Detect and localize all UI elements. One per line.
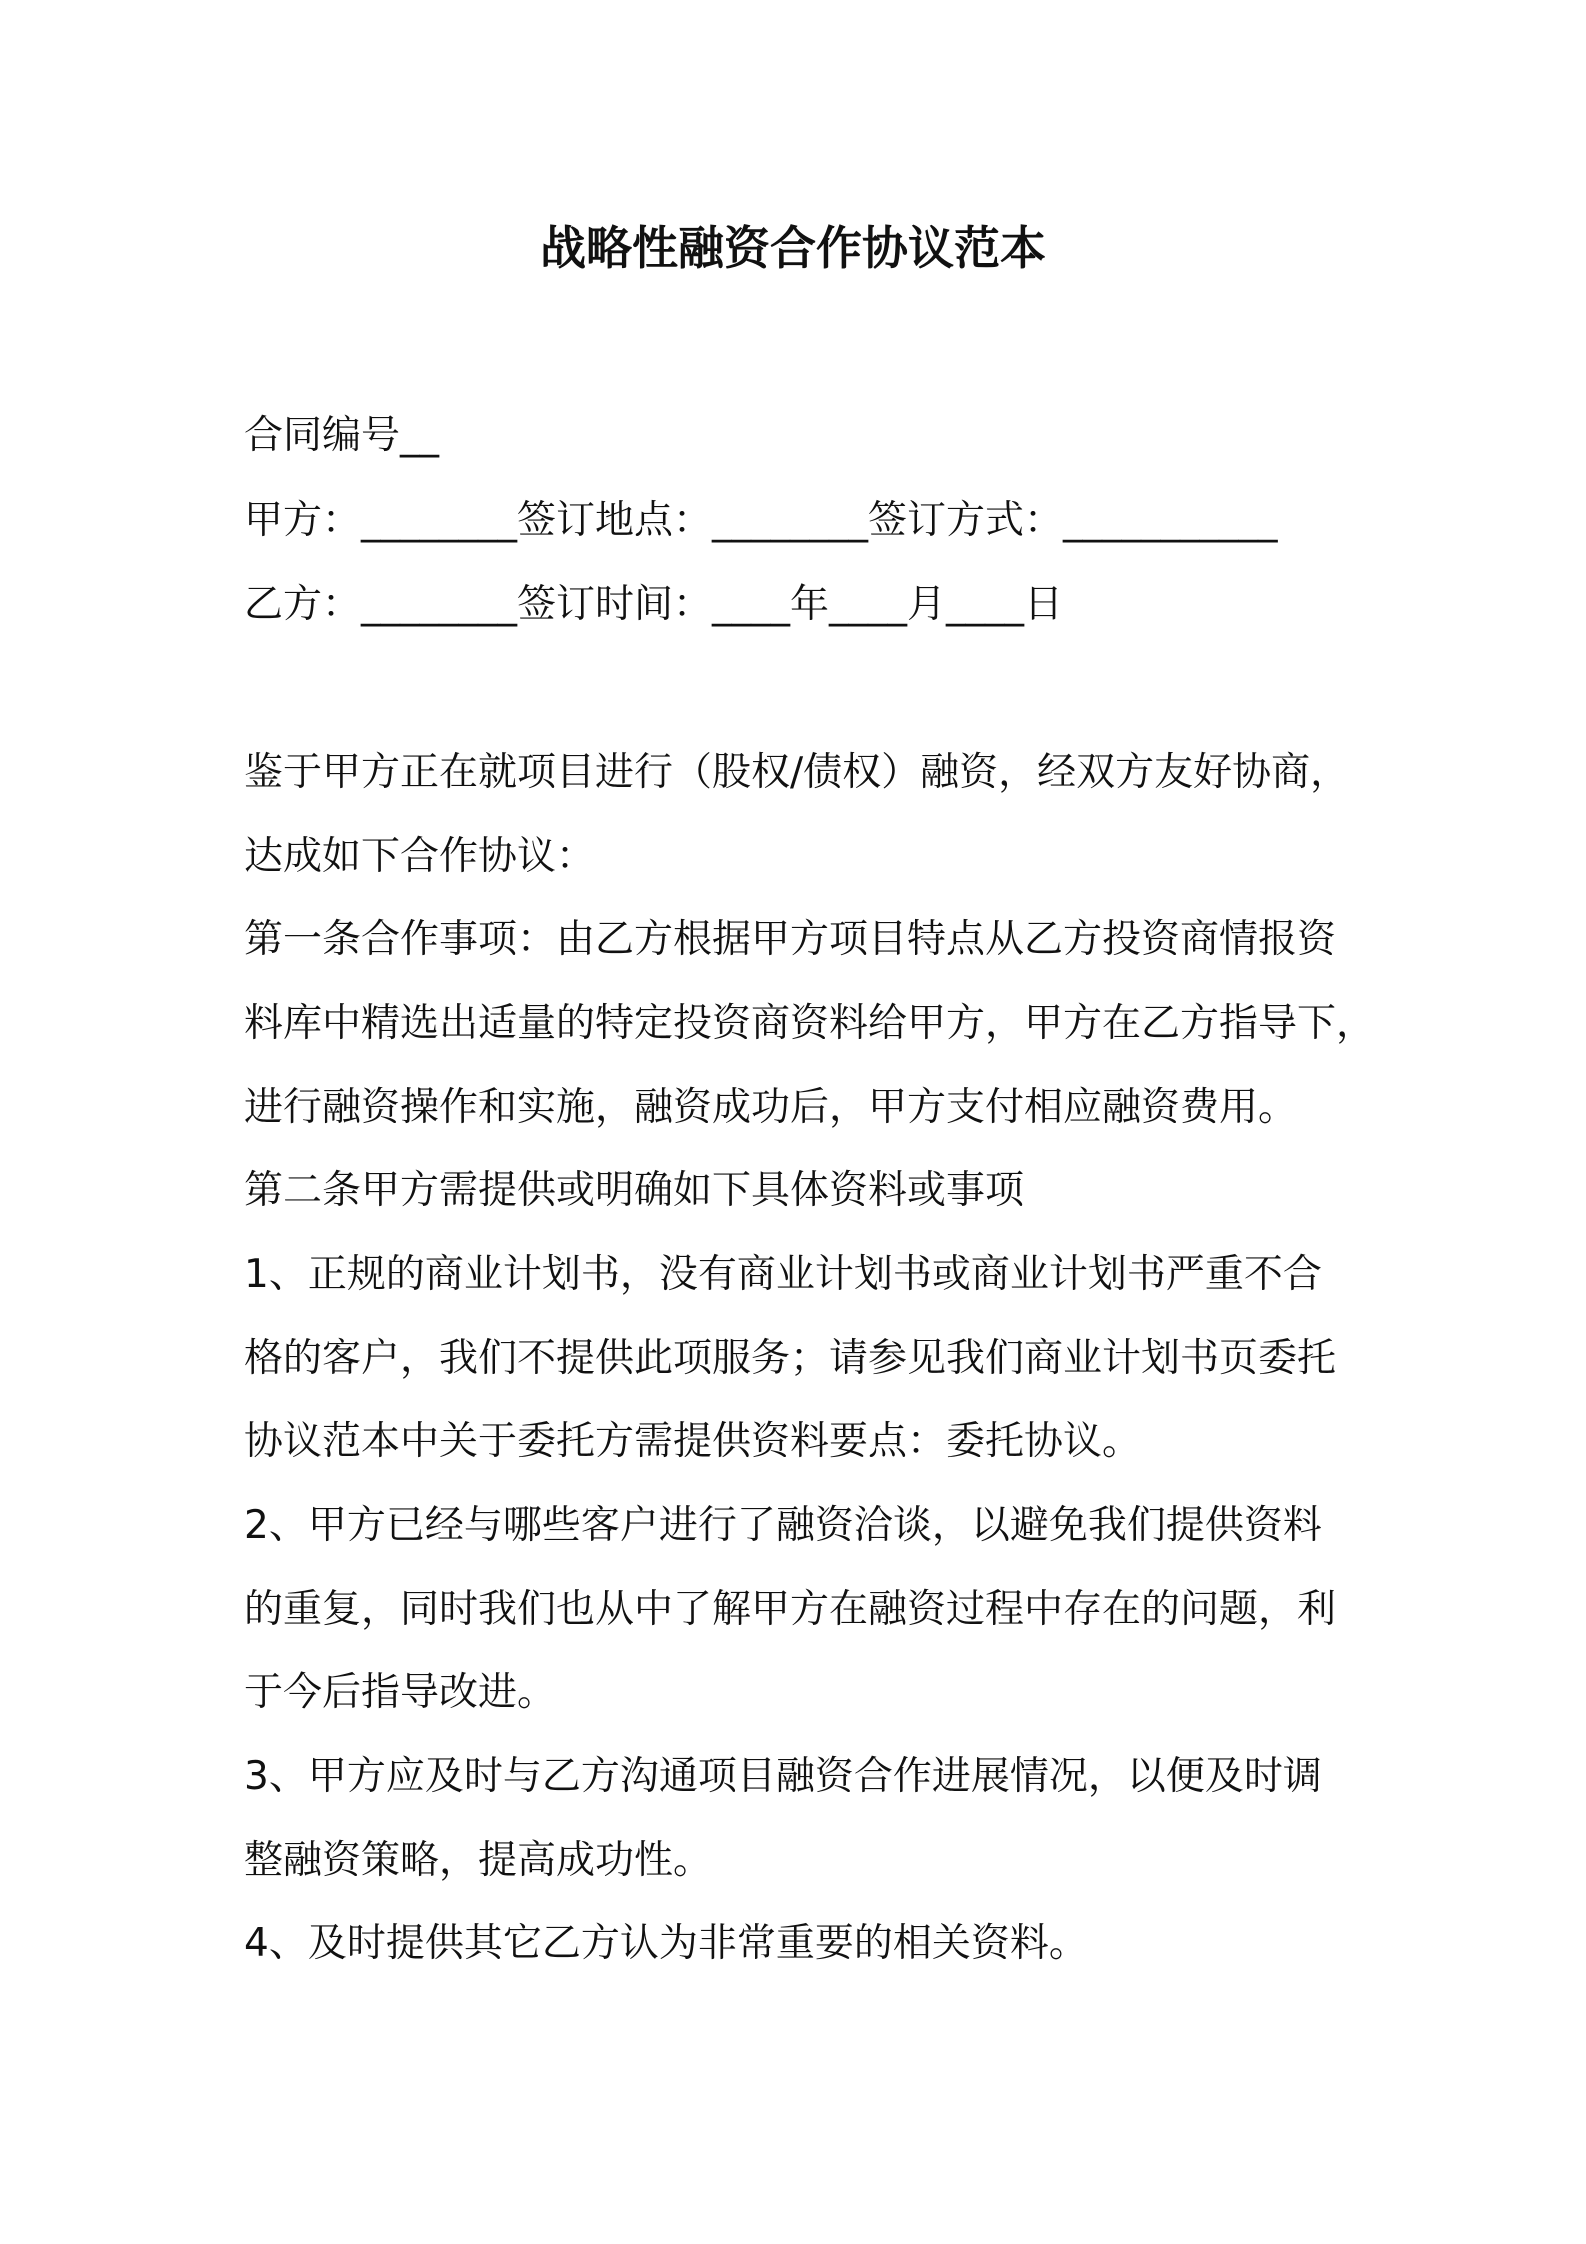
body-line: 整融资策略，提高成功性。 <box>244 1838 713 1883</box>
body-line: 第二条甲方需提供或明确如下具体资料或事项 <box>244 1168 1025 1213</box>
body-line: 格的客户，我们不提供此项服务；请参见我们商业计划书页委托 <box>244 1336 1337 1381</box>
body-line: 的重复，同时我们也从中了解甲方在融资过程中存在的问题，利 <box>244 1587 1337 1632</box>
body-line: 协议范本中关于委托方需提供资料要点：委托协议。 <box>244 1419 1142 1464</box>
body-line: 于今后指导改进。 <box>244 1670 557 1715</box>
body-line: 料库中精选出适量的特定投资商资料给甲方，甲方在乙方指导下， <box>244 1001 1376 1046</box>
party-b-line: 乙方：________签订时间：____年____月____日 <box>244 582 1064 627</box>
body-line: 达成如下合作协议： <box>244 834 596 879</box>
party-a-line: 甲方：________签订地点：________签订方式：___________ <box>244 498 1278 543</box>
body-line: 鉴于甲方正在就项目进行（股权/债权）融资，经双方友好协商， <box>244 750 1350 795</box>
body-line: 1、正规的商业计划书，没有商业计划书或商业计划书严重不合 <box>244 1252 1322 1297</box>
body-line: 进行融资操作和实施，融资成功后，甲方支付相应融资费用。 <box>244 1085 1298 1130</box>
body-line: 第一条合作事项：由乙方根据甲方项目特点从乙方投资商情报资 <box>244 917 1337 962</box>
body-line: 3、甲方应及时与乙方沟通项目融资合作进展情况，以便及时调 <box>244 1754 1322 1799</box>
body-line: 4、及时提供其它乙方认为非常重要的相关资料。 <box>244 1921 1088 1966</box>
body-line: 2、甲方已经与哪些客户进行了融资洽谈，以避免我们提供资料 <box>244 1503 1322 1548</box>
document-title: 战略性融资合作协议范本 <box>540 221 1046 275</box>
contract-number-line: 合同编号__ <box>244 413 440 458</box>
